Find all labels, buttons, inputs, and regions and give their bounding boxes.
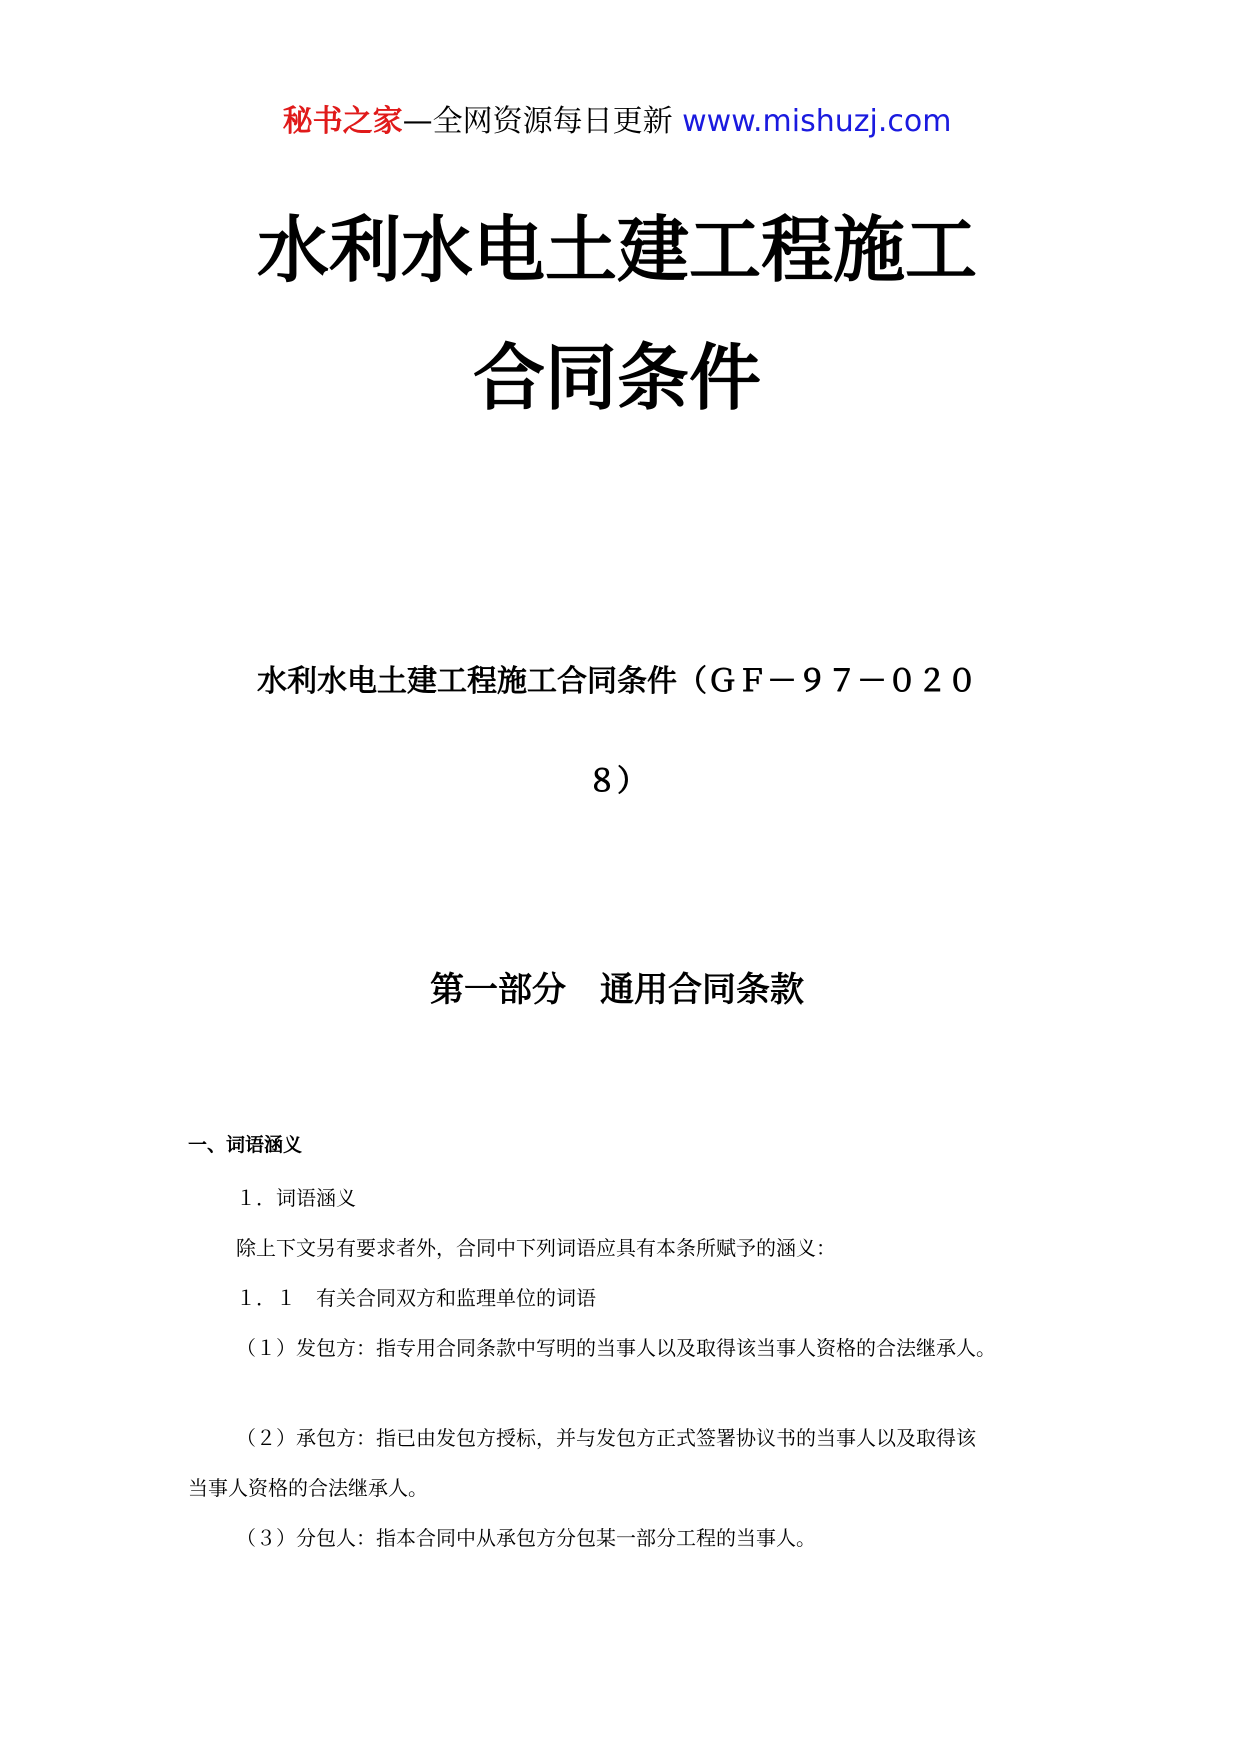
- definition-contractor-line-1: （２）承包方：指已由发包方授标，并与发包方正式签署协议书的当事人以及取得该: [236, 1426, 976, 1450]
- definition-contractor-line-2: 当事人资格的合法继承人。: [188, 1476, 428, 1500]
- document-subtitle-line-1: 水利水电土建工程施工合同条件（ＧＦ－９７－０２０: [257, 664, 977, 699]
- part-heading: 第一部分 通用合同条款: [430, 970, 804, 1010]
- document-subtitle-line-2: ８）: [587, 764, 647, 799]
- site-url-link[interactable]: www.mishuzj.com: [682, 104, 952, 139]
- document-title-line-2: 合同条件: [472, 336, 761, 420]
- document-title-line-1: 水利水电土建工程施工: [256, 208, 977, 292]
- site-brand: 秘书之家: [282, 104, 403, 139]
- definition-employer: （１）发包方：指专用合同条款中写明的当事人以及取得该当事人资格的合法继承人。: [236, 1336, 996, 1360]
- clause-1-1-title: １．１ 有关合同双方和监理单位的词语: [236, 1286, 596, 1310]
- section-heading: 一、词语涵义: [188, 1134, 303, 1156]
- site-banner: [0, 100, 1234, 144]
- site-tagline: —全网资源每日更新: [402, 104, 683, 139]
- clause-1-intro: 除上下文另有要求者外，合同中下列词语应具有本条所赋予的涵义：: [236, 1236, 836, 1260]
- definition-subcontractor: （３）分包人：指本合同中从承包方分包某一部分工程的当事人。: [236, 1526, 816, 1550]
- clause-1-title: １．词语涵义: [236, 1186, 356, 1210]
